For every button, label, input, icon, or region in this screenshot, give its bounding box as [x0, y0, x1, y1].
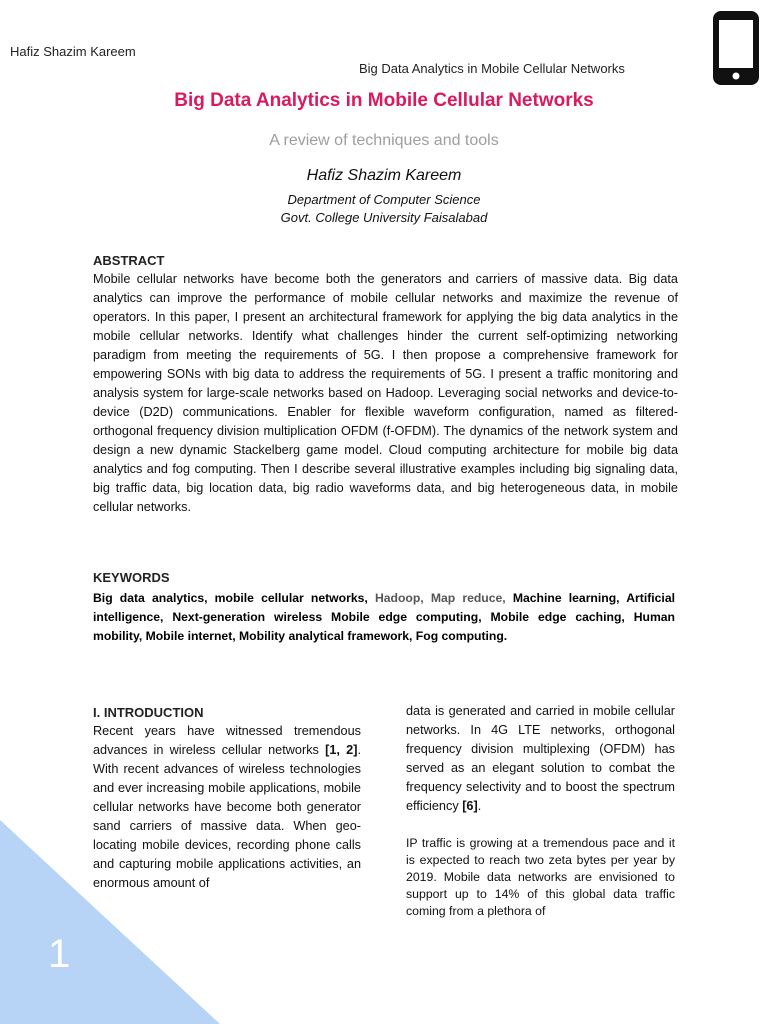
intro-col2-text-a-end: . — [477, 799, 482, 813]
paper-title: Big Data Analytics in Mobile Cellular Networks — [174, 90, 594, 111]
page-number: 1 — [48, 932, 71, 976]
introduction-heading: I. INTRODUCTION — [93, 705, 204, 720]
keywords-list — [93, 589, 675, 646]
author-institution: Govt. College University Faisalabad — [280, 210, 488, 225]
citation-6: [6] — [462, 799, 478, 813]
mobile-phone-icon — [712, 10, 760, 86]
keywords-heading: KEYWORDS — [93, 570, 170, 585]
running-header-author: Hafiz Shazim Kareem — [10, 44, 136, 59]
abstract-heading: ABSTRACT — [93, 253, 165, 268]
author-name: Hafiz Shazim Kareem — [306, 167, 462, 184]
abstract-body: Mobile cellular networks have become both the generators and carriers of massive data. Big data analytics can improve the performance of mobile cellular networks and maximize the revenue of operators. In this paper, I present an architectural framework for applying the big data analytics in the mobile cellular networks. Identify what challenges hinder the current self-optimizing networking paradigm from meeting the requirements of 5G. I then propose a comprehensive framework for empowering SONs with big data to address the requirements of 5G. I present a traffic monitoring and analysis system for large-scale networks based on Hadoop. Leveraging social networks and device-to-device (D2D) communications. Enabler for flexible waveform configuration, named as filtered- orthogonal frequency division multiplication OFDM (f-OFDM). The dynamics of the network system and design a new dynamic Stackelberg game model. Cloud computing architecture for mobile big data analytics and fog computing. Then I describe several illustrative examples including big signaling data, big traffic data, big location data, big radio waveforms data, and big heterogeneous data, in mobile cellular networks. — [93, 272, 678, 514]
introduction-column-2-part-b: IP traffic is growing at a tremendous pace and it is expected to reach two zeta bytes per year by 2019. Mobile data networks are envisioned to support up to 14% of this global data traffic coming from a plethora of — [406, 836, 675, 918]
intro-col2-text-a: data is generated and carried in mobile cellular networks. In 4G LTE networks, orthogonal frequency division multiplexing (OFDM) has served as an elegant solution to combat the frequency selectivity and to boost the spectrum efficiency — [406, 704, 675, 813]
page-corner-decoration — [0, 820, 220, 1024]
intro-col1-text-b: . With recent advances of wireless technologies and ever increasing mobile applications, mobile cellular networks have become both generator sand carriers of massive data. When geo-locating mobile devices, recording phone calls and capturing mobile applications activities, an enormous amount of — [93, 743, 361, 890]
introduction-column-2-part-a — [406, 702, 675, 816]
intro-col1-text-a: Recent years have witnessed tremendous advances in wireless cellular networks — [93, 724, 361, 757]
paper-subtitle: A review of techniques and tools — [269, 132, 499, 149]
citation-1-2: [1, 2] — [325, 743, 358, 757]
keywords-part-3: Machine learning, Artificial intelligence, Next-generation wireless Mobile edge computing, Mobile edge caching, Human mobility, Mobile internet, Mobility analytical framework, Fog computing. — [93, 591, 675, 643]
keywords-part-1: Big data analytics, mobile cellular networks, — [93, 591, 375, 605]
keywords-part-2: Hadoop, Map reduce, — [374, 591, 513, 605]
running-header-title: Big Data Analytics in Mobile Cellular Networks — [359, 61, 625, 76]
author-department: Department of Computer Science — [287, 192, 481, 207]
